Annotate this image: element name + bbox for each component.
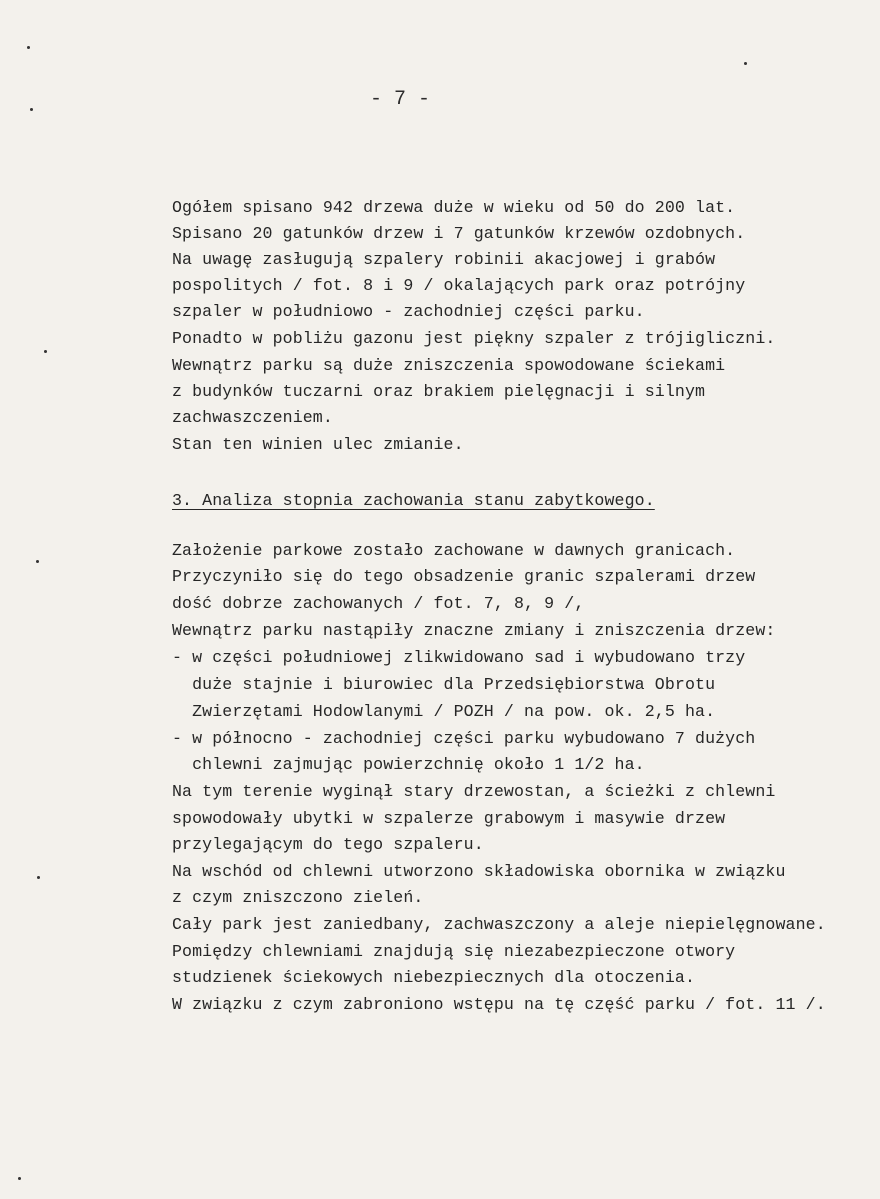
text-line: studzienek ściekowych niebezpiecznych dla otoczenia.	[172, 968, 696, 987]
scan-speck	[36, 560, 39, 563]
list-item-continuation: Zwierzętami Hodowlanymi / POZH / na pow. ok. 2,5 ha.	[172, 702, 716, 721]
text-line: Założenie parkowe zostało zachowane w dawnych granicach.	[172, 541, 736, 560]
scan-speck	[27, 46, 30, 49]
text-line: z czym zniszczono zieleń.	[172, 888, 424, 907]
text-line: W związku z czym zabroniono wstępu na tę część parku / fot. 11 /.	[172, 995, 826, 1014]
text-line: z budynków tuczarni oraz brakiem pielęgnacji i silnym	[172, 382, 706, 401]
text-line: Ponadto w pobliżu gazonu jest piękny szpaler z trójiglicznі.	[172, 329, 776, 348]
text-line: zachwaszczeniem.	[172, 408, 333, 427]
scan-speck	[44, 350, 47, 353]
text-line: Pomiędzy chlewniami znajdują się niezabezpieczone otwory	[172, 942, 736, 961]
text-line: Na wschód od chlewni utworzono składowiska obornika w związku	[172, 862, 786, 881]
text-line: przylegającym do tego szpaleru.	[172, 835, 484, 854]
list-item-continuation: chlewni zajmując powierzchnię około 1 1/2 ha.	[172, 755, 645, 774]
text-line: Spisano 20 gatunków drzew i 7 gatunków krzewów ozdobnych.	[172, 224, 746, 243]
text-line: spowodowały ubytki w szpalerze grabowym i masywie drzew	[172, 809, 726, 828]
text-line: dość dobrze zachowanych / fot. 7, 8, 9 /,	[172, 594, 585, 613]
text-line: Wewnątrz parku są duże zniszczenia spowodowane ściekami	[172, 356, 726, 375]
page-number: - 7 -	[369, 88, 430, 111]
text-line: Stan ten winien ulec zmianie.	[172, 435, 464, 454]
text-line: Ogółem spisano 942 drzewa duże w wieku od 50 do 200 lat.	[172, 198, 736, 217]
section-heading: 3. Analiza stopnia zachowania stanu zabytkowego.	[172, 491, 655, 510]
text-line: szpaler w południowo - zachodniej części parku.	[172, 302, 645, 321]
text-line: Na tym terenie wyginął stary drzewostan, a ścieżki z chlewni	[172, 782, 776, 801]
list-item-continuation: duże stajnie i biurowiec dla Przedsiębiorstwa Obrotu	[172, 675, 716, 694]
list-item: - w części południowej zlikwidowano sad i wybudowano trzy	[172, 648, 746, 667]
scan-speck	[744, 62, 747, 65]
scan-speck	[37, 876, 40, 879]
text-line: Na uwagę zasługują szpalery robinii akacjowej i grabów	[172, 250, 716, 269]
scan-speck	[18, 1177, 21, 1180]
text-line: pospolitych / fot. 8 i 9 / okalających park oraz potrójny	[172, 276, 746, 295]
scan-speck	[30, 108, 33, 111]
list-item: - w północno - zachodniej części parku wybudowano 7 dużych	[172, 729, 756, 748]
text-line: Przyczyniło się do tego obsadzenie granic szpalerami drzew	[172, 567, 756, 586]
text-line: Cały park jest zaniedbany, zachwaszczony a aleje niepielęgnowane.	[172, 915, 826, 934]
text-line: Wewnątrz parku nastąpiły znaczne zmiany i zniszczenia drzew:	[172, 621, 776, 640]
